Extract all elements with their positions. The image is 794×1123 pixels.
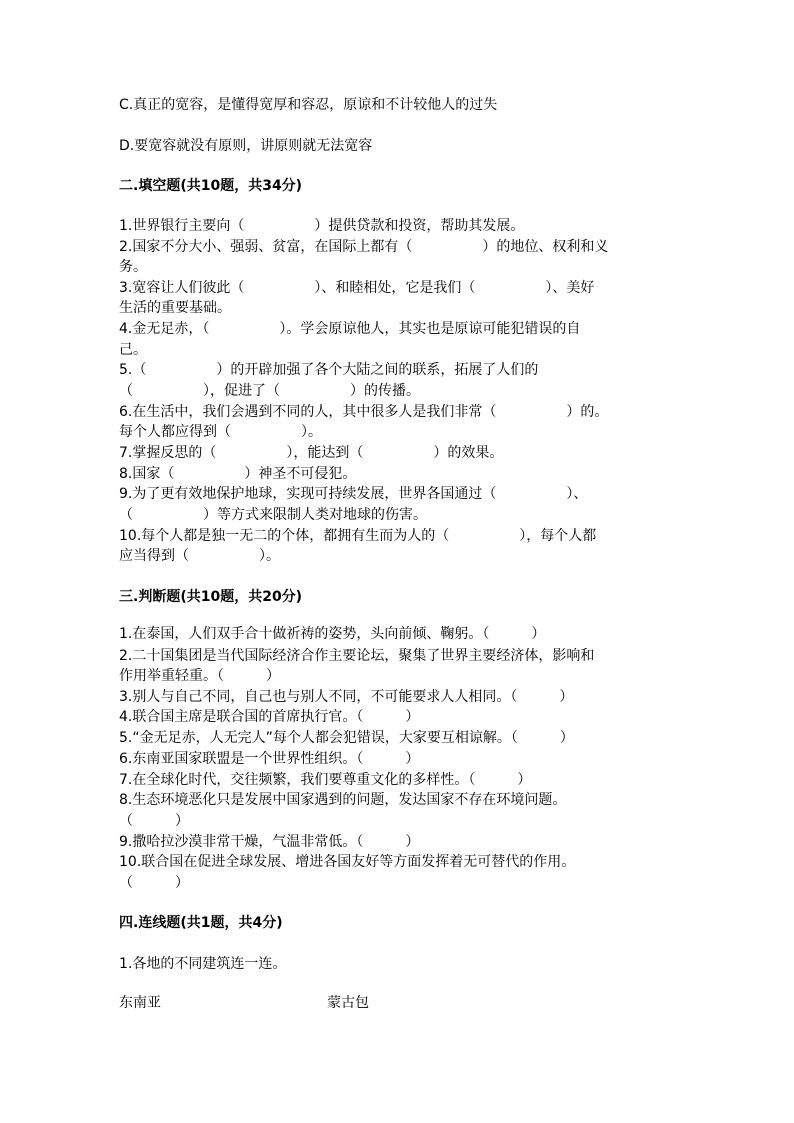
question-line: 5.“金无足赤，人无完人”每个人都会犯错误，大家要互相谅解。（ ）: [119, 730, 574, 746]
question-line: 6.东南亚国家联盟是一个世界性组织。（ ）: [119, 751, 420, 767]
question-line: 己。: [119, 342, 147, 358]
question-line: 9.为了更有效地保护地球，实现可持续发展，世界各国通过（ ）、: [119, 486, 588, 502]
matching-question: 1.各地的不同建筑连一连。: [119, 956, 287, 972]
question-line: 10.联合国在促进全球发展、增进各国友好等方面发挥着无可替代的作用。: [119, 854, 576, 870]
section-3-heading: 三.判断题(共10题，共20分): [119, 589, 303, 605]
question-line: 作用举重轻重。（ ）: [119, 668, 280, 684]
question-line: 1.在泰国，人们双手合十做祈祷的姿势，头向前倾、鞠躬。（ ）: [119, 626, 546, 642]
question-line: 4.联合国主席是联合国的首席执行官。（ ）: [119, 709, 420, 725]
question-line: 6.在生活中，我们会遇到不同的人，其中很多人是我们非常（ ）的。: [119, 404, 609, 420]
question-line: 生活的重要基础。: [119, 300, 231, 316]
match-left-item: 东南亚: [119, 995, 161, 1011]
question-line: 1.世界银行主要向（ ）提供贷款和投资，帮助其发展。: [119, 218, 525, 234]
question-line: （ ），促进了（ ）的传播。: [119, 383, 420, 399]
section-4-heading: 四.连线题(共1题，共4分): [119, 915, 283, 931]
question-line: 8.国家（ ）神圣不可侵犯。: [119, 466, 357, 482]
question-line: （ ）等方式来限制人类对地球的伤害。: [119, 507, 427, 523]
question-line: 8.生态环境恶化只是发展中国家遇到的问题，发达国家不存在环境问题。: [119, 792, 567, 808]
question-line: 9.撒哈拉沙漠非常干燥，气温非常低。（ ）: [119, 834, 420, 850]
question-line: （ ）: [119, 813, 189, 829]
question-line: 7.在全球化时代，交往频繁，我们要尊重文化的多样性。（ ）: [119, 772, 532, 788]
question-line: 2.二十国集团是当代国际经济合作主要论坛，聚集了世界主要经济体，影响和: [119, 648, 595, 664]
question-line: 4.金无足赤，（ ）。学会原谅他人，其实也是原谅可能犯错误的自: [119, 321, 581, 337]
question-line: 5.（ ）的开辟加强了各个大陆之间的联系，拓展了人们的: [119, 362, 539, 378]
question-line: 10.每个人都是独一无二的个体，都拥有生而为人的（ ），每个人都: [119, 528, 597, 544]
section-2-heading: 二.填空题(共10题，共34分): [119, 178, 303, 194]
match-right-item: 蒙古包: [327, 995, 369, 1011]
question-line: 2.国家不分大小、强弱、贫富，在国际上都有（ ）的地位、权利和义: [119, 239, 609, 255]
question-line: 7.掌握反思的（ ），能达到（ ）的效果。: [119, 445, 504, 461]
question-line: 务。: [119, 259, 147, 275]
option-d: D.要宽容就没有原则，讲原则就无法宽容: [119, 138, 373, 154]
question-line: 3.别人与自己不同，自己也与别人不同，不可能要求人人相同。（ ）: [119, 689, 574, 705]
question-line: 每个人都应得到（ ）。: [119, 424, 322, 440]
question-line: 应当得到（ ）。: [119, 548, 280, 564]
question-line: 3.宽容让人们彼此（ ）、和睦相处，它是我们（ ）、美好: [119, 280, 595, 296]
question-line: （ ）: [119, 875, 189, 891]
option-c: C.真正的宽容，是懂得宽厚和容忍，原谅和不计较他人的过失: [119, 97, 498, 113]
